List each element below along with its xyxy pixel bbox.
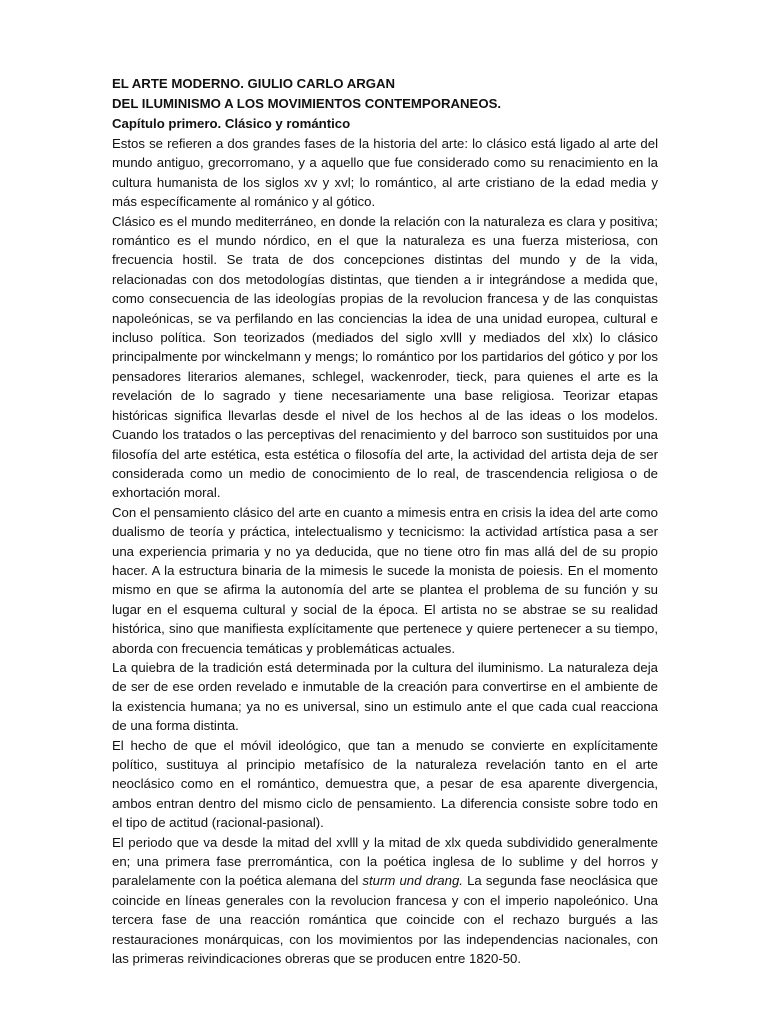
paragraph-4: La quiebra de la tradición está determinada por la cultura del iluminismo. La naturaleza deja de ser de ese orden revelado e inmutable de la creación para convertirse en el ambiente de la existencia humana; ya no es universal, sino un estimulo ante el que cada cual reacciona de una forma distinta. [112, 659, 658, 734]
paragraph-1: Estos se refieren a dos grandes fases de la historia del arte: lo clásico está ligado al arte del mundo antiguo, grecorromano, y a aquello que fue considerado como su renacimiento en la cultura humanista de los siglos xv y xvl; lo romántico, al arte cristiano de la edad media y más específicamente al románico y al gótico. [112, 136, 658, 210]
paragraph-6 [112, 833, 658, 969]
paragraph-6-text-a: El periodo que va desde la mitad del xvlll y la mitad de xlx queda subdividido generalmente en; una primera fase prerromántica, con la poética inglesa de lo sublime y del horros y paralelamente con la poética alemana del [112, 834, 658, 889]
paragraph-6-text-b: La segunda fase neoclásica que coincide en líneas generales con la revolucion francesa y con el imperio napoleónico. Una tercera fase de una reacción romántica que coincide con el rechazo burgués a las restauraciones monárquicas, con los movimientos por las independencias nacionales, con las primeras reivindicaciones obreras que se producen entre 1820-50. [112, 873, 658, 967]
document-title: EL ARTE MODERNO. GIULIO CARLO ARGAN [112, 76, 396, 91]
paragraph-5: El hecho de que el móvil ideológico, que tan a menudo se convierte en explícitamente político, sustituya al principio metafísico de la naturaleza revelación tanto en el arte neoclásico como en el romántico, demuestra que, a pesar de esa aparente divergencia, ambos entran dentro del mismo ciclo de pensamiento. La diferencia consiste sobre todo en el tipo de actitud (racional-pasional). [112, 737, 658, 831]
paragraph-3: Con el pensamiento clásico del arte en cuanto a mimesis entra en crisis la idea del arte como dualismo de teoría y práctica, intelectualismo y tecnicismo: la actividad artística pasa a ser una experiencia primaria y no ya deducida, que no tiene otro fin mas allá del de su propio hacer. A la estructura binaria de la mimesis le sucede la monista de poiesis. En el momento mismo en que se afirma la autonomía del arte se plantea el problema de su función y su lugar en el esquema cultural y social de la época. El artista no se abstrae se su realidad histórica, sino que manifiesta explícitamente que pertenece y quiere pertenecer a su tiempo, aborda con frecuencia temáticas y problemáticas actuales. [112, 504, 658, 656]
document-subtitle: DEL ILUMINISMO A LOS MOVIMIENTOS CONTEMPORANEOS. [112, 96, 502, 111]
paragraph-2: Clásico es el mundo mediterráneo, en donde la relación con la naturaleza es clara y positiva; romántico es el mundo nórdico, en el que la naturaleza es una fuerza misteriosa, con frecuencia hostil. Se trata de dos concepciones distintas del mundo y de la vida, relacionadas con dos metodologías distintas, que tienden a ir integrándose a medida que, como consecuencia de las ideologías propias de la revolucion francesa y de las conquistas napoleónicas, se va perfilando en las conciencias la idea de una unidad europea, cultural e incluso política. Son teorizados (mediados del siglo xvlll y mediados del xlx) lo clásico principalmente por winckelmann y mengs; lo romántico por los partidarios del gótico y por los pensadores literarios alemanes, schlegel, wackenroder, tieck, para quienes el arte es la revelación de lo sagrado y tiene necesariamente una base religiosa. Teorizar etapas históricas significa llevarlas desde el nivel de los hechos al de las ideas o los modelos. Cuando los tratados o las perceptivas del renacimiento y del barroco son sustituidos por una filosofía del arte estética, esta estética o filosofía del arte, la actividad del artista deja de ser considerada como un medio de conocimiento de lo real, de trascendencia religiosa o de exhortación moral. [112, 213, 658, 501]
chapter-heading: Capítulo primero. Clásico y romántico [112, 116, 351, 131]
paragraph-6-italic: sturm und drang. [362, 873, 463, 889]
